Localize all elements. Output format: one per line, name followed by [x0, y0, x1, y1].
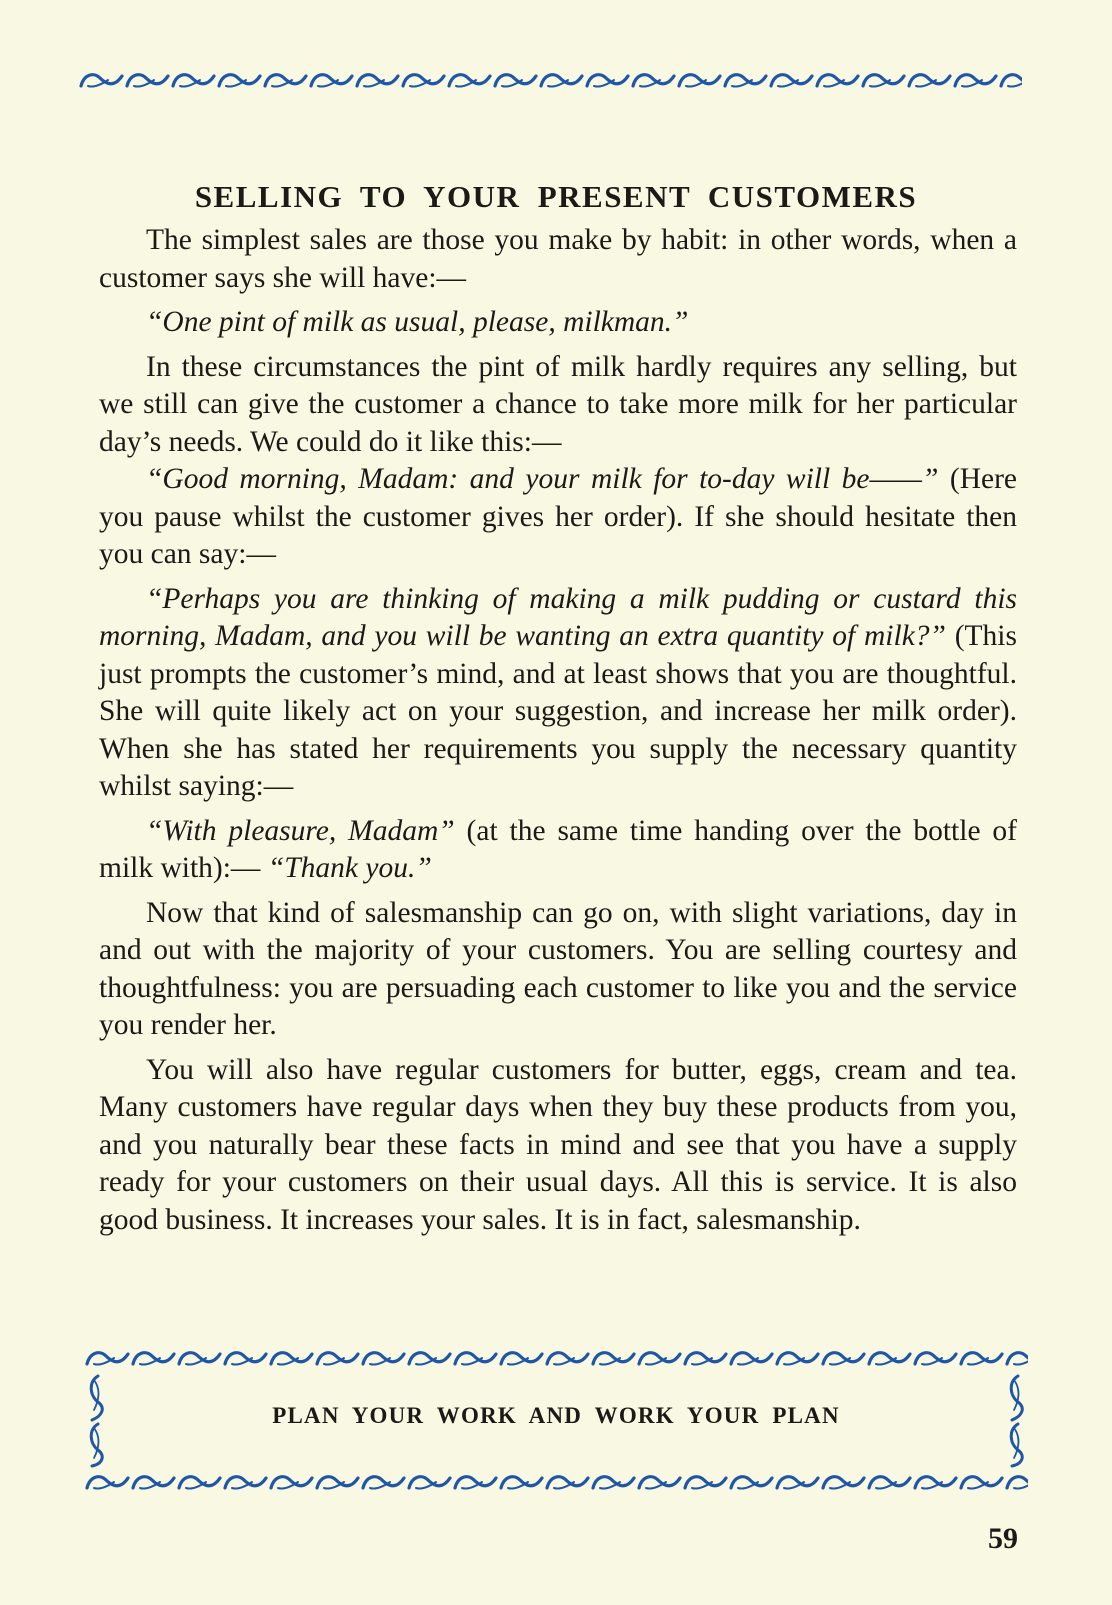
quote: “Perhaps you are thinking of making a milk pudding or custard this morning, Madam, and you will be wanting an extra quantity of milk?” — [99, 582, 1017, 652]
frame-bottom-wave-border-icon — [84, 1468, 1028, 1494]
paragraph-text: (Here you pause whilst the customer gives her order). If she should hesitate then you can say:— — [99, 463, 1018, 570]
quote: “One pint of milk as usual, please, milkman.” — [146, 306, 689, 338]
quote: “With pleasure, Madam” — [146, 814, 455, 847]
quote-paragraph — [99, 304, 1017, 342]
quote-paragraph — [99, 813, 1017, 888]
paragraph: In these circumstances the pint of milk hardly requires any selling, but we still can give the customer a chance to take more milk for her particular day’s needs. We could do it like this:— — [99, 350, 1017, 458]
paragraph: You will also have regular customers for butter, eggs, cream and tea. Many customers have regular days when they buy these products from you, and you naturally bear these facts in mind and see that you have a supply ready for your customers on their usual days. All this is service. It is also good business. It increases your sales. It is in fact, salesmanship. — [99, 1053, 1017, 1236]
motto-text: PLAN YOUR WORK AND WORK YOUR PLAN — [272, 1403, 840, 1428]
quote: “Thank you.” — [267, 852, 432, 884]
quote: “Good morning, Madam: and your milk for to-day will be——” — [146, 463, 939, 495]
page-number: 59 — [988, 1522, 1018, 1555]
quote-paragraph — [99, 581, 1017, 806]
paragraph-text: (This just prompts the customer’s mind, and at least shows that you are thoughtful. She will quite likely act on your suggestion, and increase her milk order). When she has stated her requirements you supply the necessary quantity whilst saying:— — [99, 620, 1017, 802]
paragraph-text: (at the same time handing over the bottle of milk with):— — [99, 814, 1017, 884]
top-wave-border-icon — [78, 66, 1022, 92]
frame-top-wave-border-icon — [84, 1344, 1028, 1370]
paragraph: Now that kind of salesmanship can go on, with slight variations, day in and out with the majority of your customers. You are selling courtesy and thoughtfulness: you are persuading each customer to like you and the service you render her. — [99, 896, 1017, 1041]
body-text — [99, 222, 1017, 1239]
paragraph: The simplest sales are those you make by habit: in other words, when a customer says she will have:— — [99, 224, 1017, 294]
page-heading: SELLING TO YOUR PRESENT CUSTOMERS — [194, 178, 918, 214]
quote-paragraph — [99, 461, 1017, 574]
